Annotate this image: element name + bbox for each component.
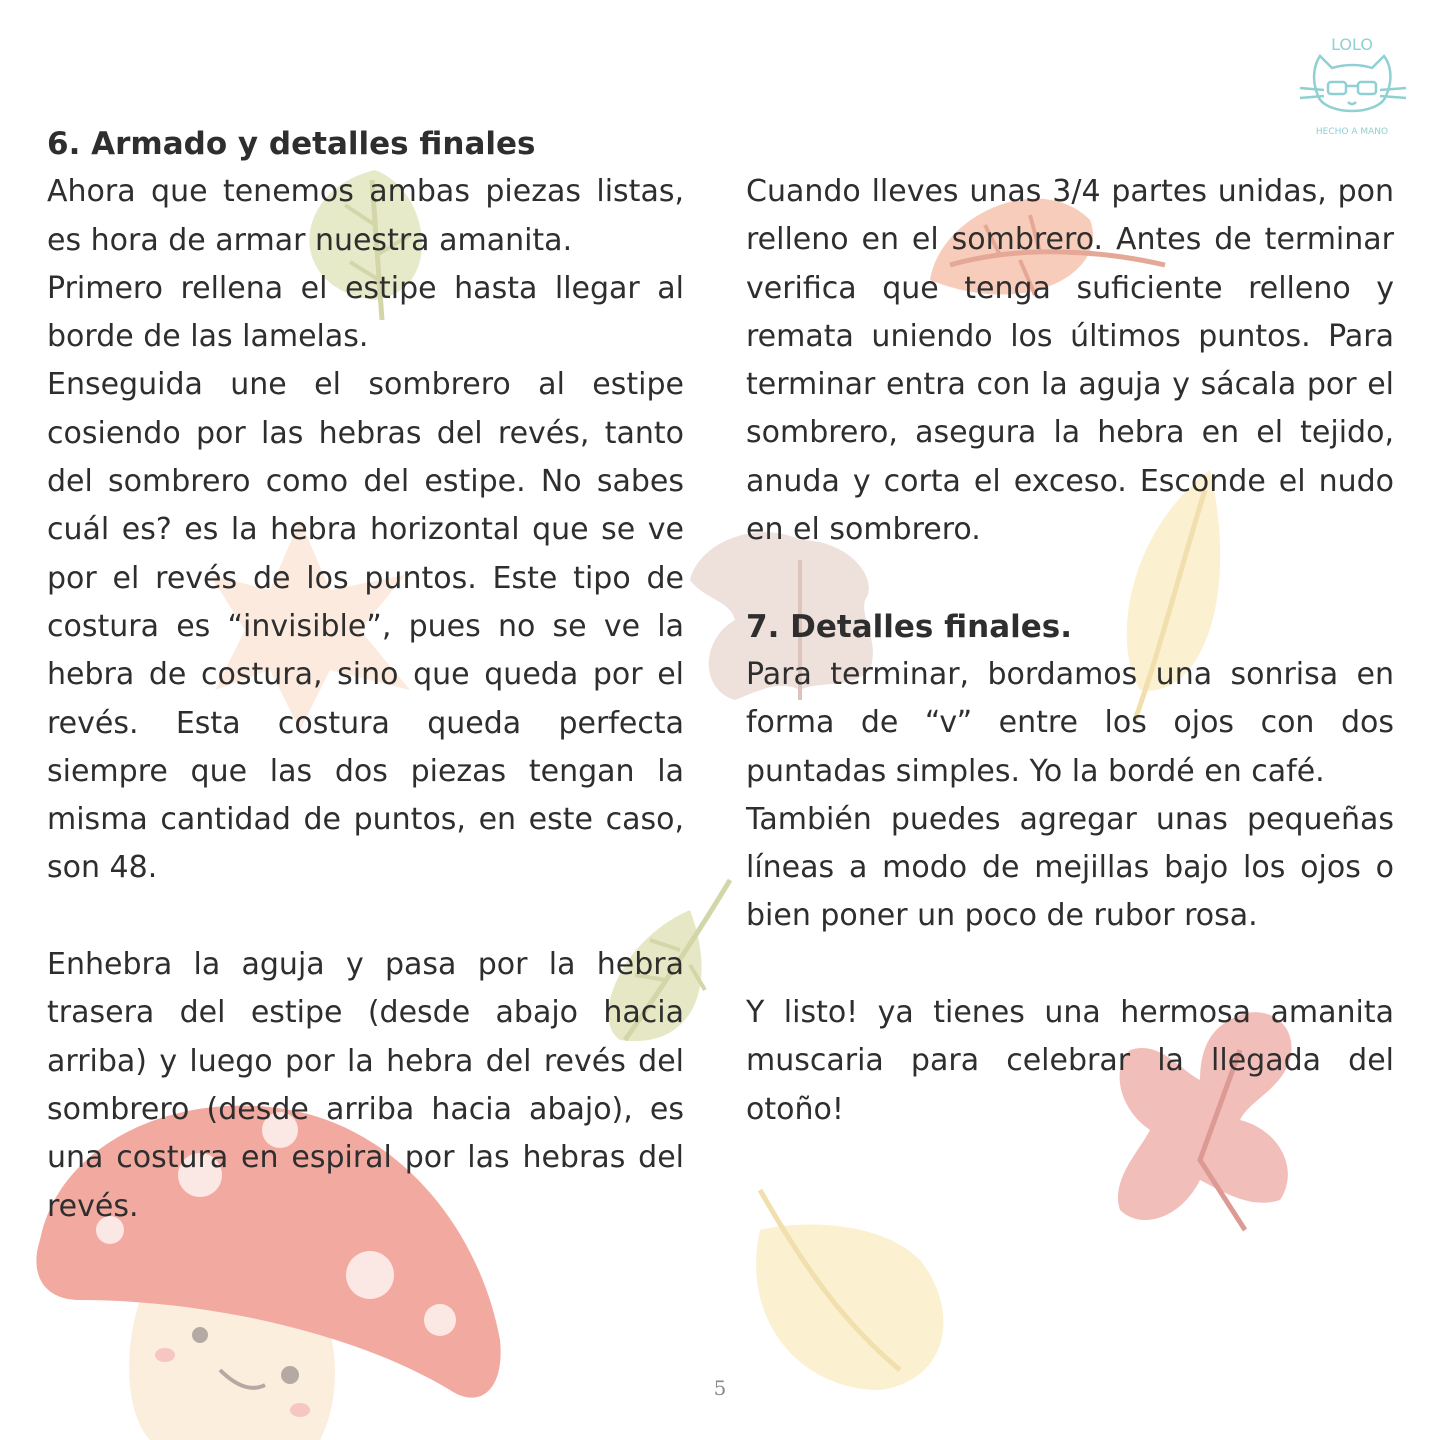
leaf-icon: [756, 1190, 943, 1390]
section-7-heading: 7. Detalles finales.: [746, 608, 1072, 645]
section-6-paragraph: Ahora que tenemos ambas piezas listas, es hora de armar nuestra amanita.: [47, 174, 684, 258]
logo-bottom-text: HECHO A MANO: [1315, 127, 1389, 137]
page-number: 5: [713, 1376, 727, 1400]
logo-top-text: LOLO: [1331, 35, 1373, 54]
paragraph-spacer: [746, 554, 1394, 602]
section-6-paragraph: Enhebra la aguja y pasa por la hebra trasera del estipe (desde abajo hacia arriba) y luego por la hebra del revés del sombrero (desde arriba hacia abajo), es una costura en espiral por las hebras del revés.: [47, 947, 684, 1224]
right-column: [746, 168, 1394, 1134]
section-7-paragraph: También puedes agregar unas pequeñas líneas a modo de mejillas bajo los ojos o bien poner un poco de rubor rosa.: [746, 801, 1394, 934]
cat-with-glasses-icon: [1300, 56, 1406, 111]
section-6-paragraph: Enseguida une el sombrero al estipe cosiendo por las hebras del revés, tanto del sombrero como del estipe. No sabes cuál es? es la hebra horizontal que se ve por el revés de los puntos. Este tipo de costura es “invisible”, pues no se ve la hebra de costura, sino que queda por el revés. Esta costura queda perfecta siempre que las dos piezas tengan la misma cantidad de puntos, en este caso, son 48.: [47, 367, 684, 886]
section-6-paragraph: Primero rellena el estipe hasta llegar al borde de las lamelas.: [47, 270, 684, 355]
paragraph-spacer: [47, 893, 684, 941]
closing-paragraph: Y listo! ya tienes una hermosa amanita muscaria para celebrar la llegada del otoño!: [746, 995, 1394, 1127]
left-column: [47, 120, 684, 1231]
section-6-heading: 6. Armado y detalles finales: [47, 126, 536, 162]
section-7-paragraph: Para terminar, bordamos una sonrisa en forma de “v” entre los ojos con dos puntadas simples. Yo la bordé en café.: [746, 656, 1394, 789]
section-6-continued-paragraph: Cuando lleves unas 3/4 partes unidas, pon relleno en el sombrero. Antes de terminar verifica que tenga suficiente relleno y remata uniendo los últimos puntos. Para terminar entra con la aguja y sácala por el sombrero, asegura la hebra en el tejido, anuda y corta el exceso. Esconde el nudo en el sombrero.: [746, 174, 1394, 548]
logo: [1290, 26, 1420, 146]
paragraph-spacer: [746, 941, 1394, 989]
